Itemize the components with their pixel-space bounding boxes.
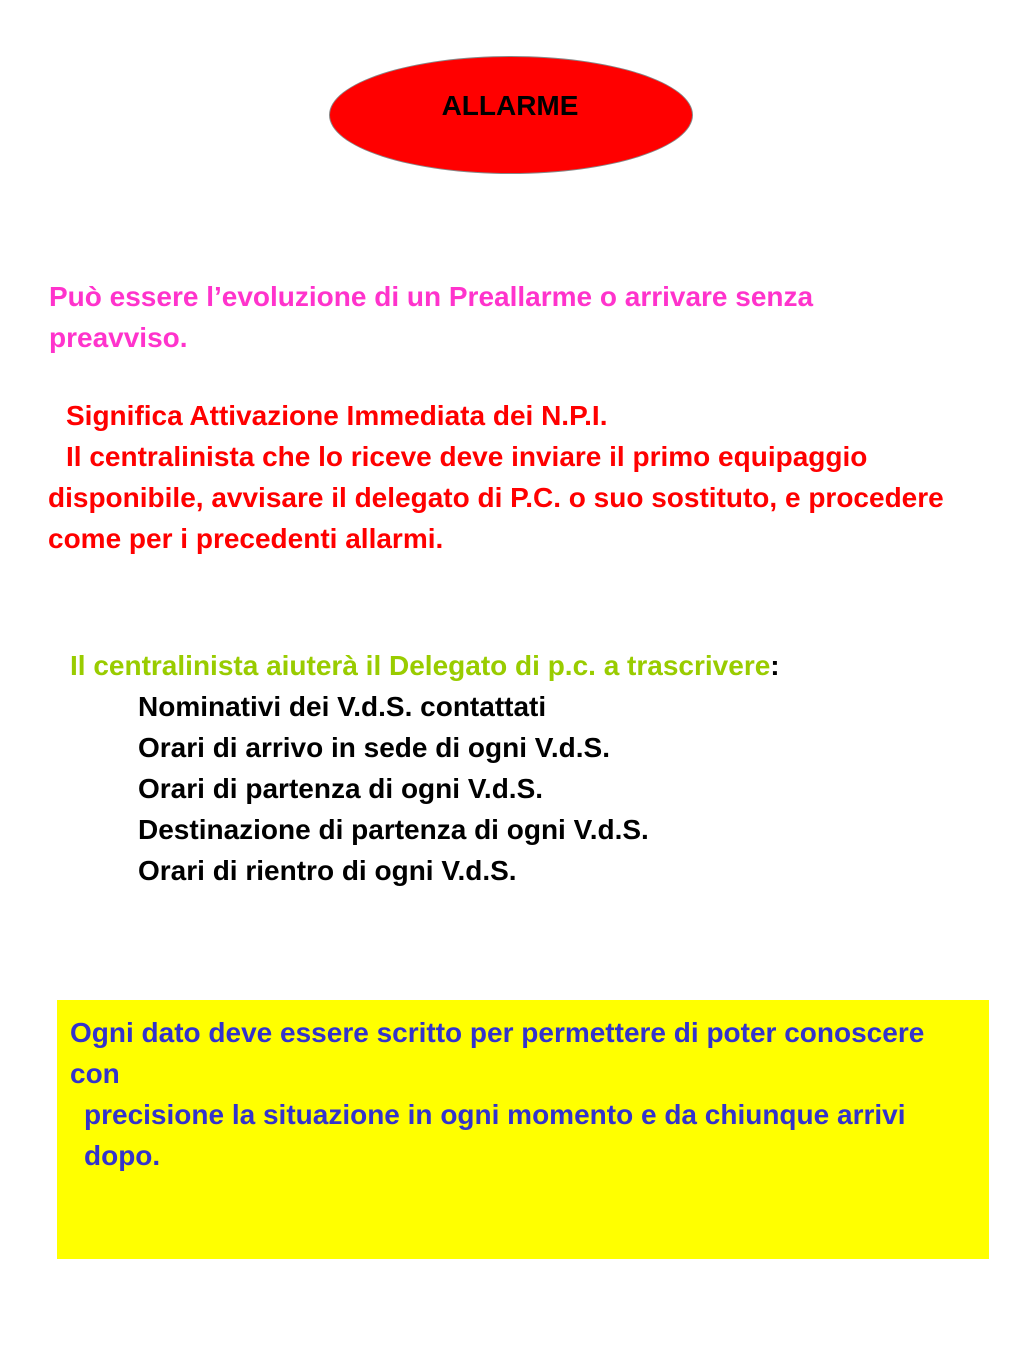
activation-description: Il centralinista che lo riceve deve inviare il primo equipaggio disponibile, avvisare il delegato di P.C. o suo sostituto, e procedere come per i precedenti allarmi. — [48, 441, 944, 554]
list-item: Orari di partenza di ogni V.d.S. — [138, 773, 544, 804]
list-item: Destinazione di partenza di ogni V.d.S. — [138, 814, 649, 845]
list-item: Orari di arrivo in sede di ogni V.d.S. — [138, 732, 610, 763]
tasks-heading: Il centralinista aiuterà il Delegato di p.c. a trascrivere: — [70, 650, 780, 681]
list-item: Orari di rientro di ogni V.d.S. — [138, 855, 517, 886]
note-text — [70, 1012, 970, 1176]
note-line: Ogni dato deve essere scritto per permettere di poter conoscere con — [70, 1017, 925, 1089]
tasks-block — [70, 645, 990, 891]
list-item: Nominativi dei V.d.S. contattati — [138, 691, 547, 722]
alarm-badge-label: ALLARME — [441, 90, 579, 121]
note-line: precisione la situazione in ogni momento e da chiunque arrivi dopo. — [84, 1099, 906, 1171]
activation-block — [48, 395, 988, 559]
activation-line: Significa Attivazione Immediata dei N.P.I. — [66, 400, 608, 431]
intro-text: Può essere l’evoluzione di un Preallarme o arrivare senza preavviso. — [49, 281, 814, 353]
tasks-heading-colon: : — [770, 650, 780, 681]
